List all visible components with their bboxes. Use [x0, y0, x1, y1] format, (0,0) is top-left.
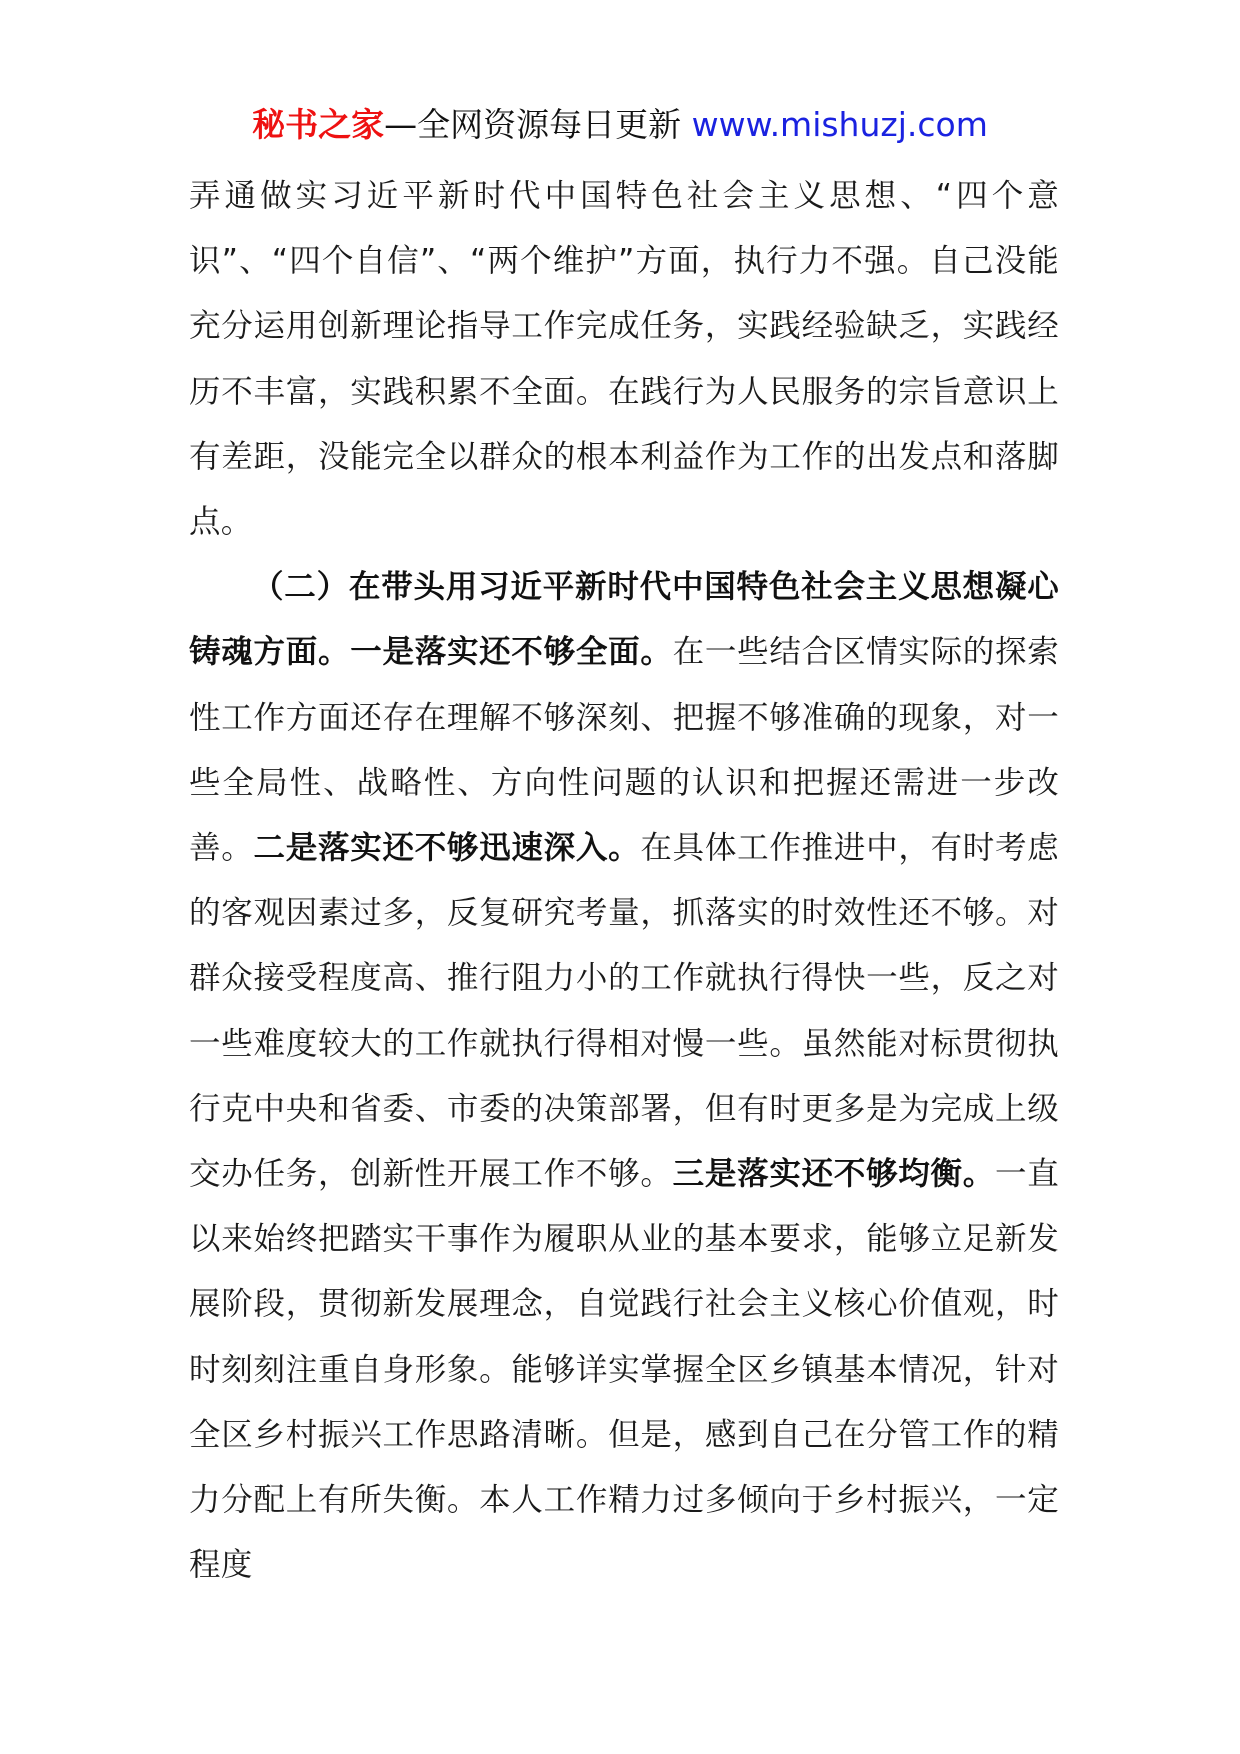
- site-url-link[interactable]: www.mishuzj.com: [691, 105, 988, 144]
- point-two-heading: 二是落实还不够迅速深入。: [253, 830, 641, 867]
- point-one-heading: 一是落实还不够全面。: [350, 634, 673, 671]
- site-header: [0, 100, 1240, 150]
- paragraph-section-two: [189, 555, 1059, 1598]
- point-three-heading: 三是落实还不够均衡。: [672, 1156, 996, 1193]
- site-tagline: —全网资源每日更新: [384, 105, 692, 144]
- text-segment: 在具体工作推进中，有时考虑的客观因素过多，反复研究考量，抓落实的时效性还不够。对群众接受程度高、推行阻力小的工作就执行得快一些，反之对一些难度较大的工作就执行得相对慢一些。虽然能对标贯彻执行克中央和省委、市委的决策部署，但有时更多是为完成上级交办任务，创新性开展工作不够。: [189, 830, 1059, 1193]
- section-heading: （二）在带头用习近平新时代中国特色社会主义思想凝心铸魂方面。: [189, 569, 1059, 671]
- text-segment: 一直以来始终把踏实干事作为履职从业的基本要求，能够立足新发展阶段，贯彻新发展理念，自觉践行社会主义核心价值观，时时刻刻注重自身形象。能够详实掌握全区乡镇基本情况，针对全区乡村振兴工作思路清晰。但是，感到自己在分管工作的精力分配上有所失衡。本人工作精力过多倾向于乡村振兴，一定程度: [189, 1156, 1059, 1584]
- site-brand: 秘书之家: [252, 105, 385, 144]
- text-segment: 弄通做实习近平新时代中国特色社会主义思想、“四个意识”、“四个自信”、“两个维护”方面，执行力不强。自己没能充分运用创新理论指导工作完成任务，实践经验缺乏，实践经历不丰富，实践积累不全面。在践行为人民服务的宗旨意识上有差距，没能完全以群众的根本利益作为工作的出发点和落脚点。: [189, 178, 1059, 541]
- paragraph-continuation: [189, 164, 1059, 555]
- text-segment: 在一些结合区情实际的探索性工作方面还存在理解不够深刻、把握不够准确的现象，对一些全局性、战略性、方向性问题的认识和把握还需进一步改善。: [189, 634, 1059, 867]
- document-body: [189, 164, 1059, 1598]
